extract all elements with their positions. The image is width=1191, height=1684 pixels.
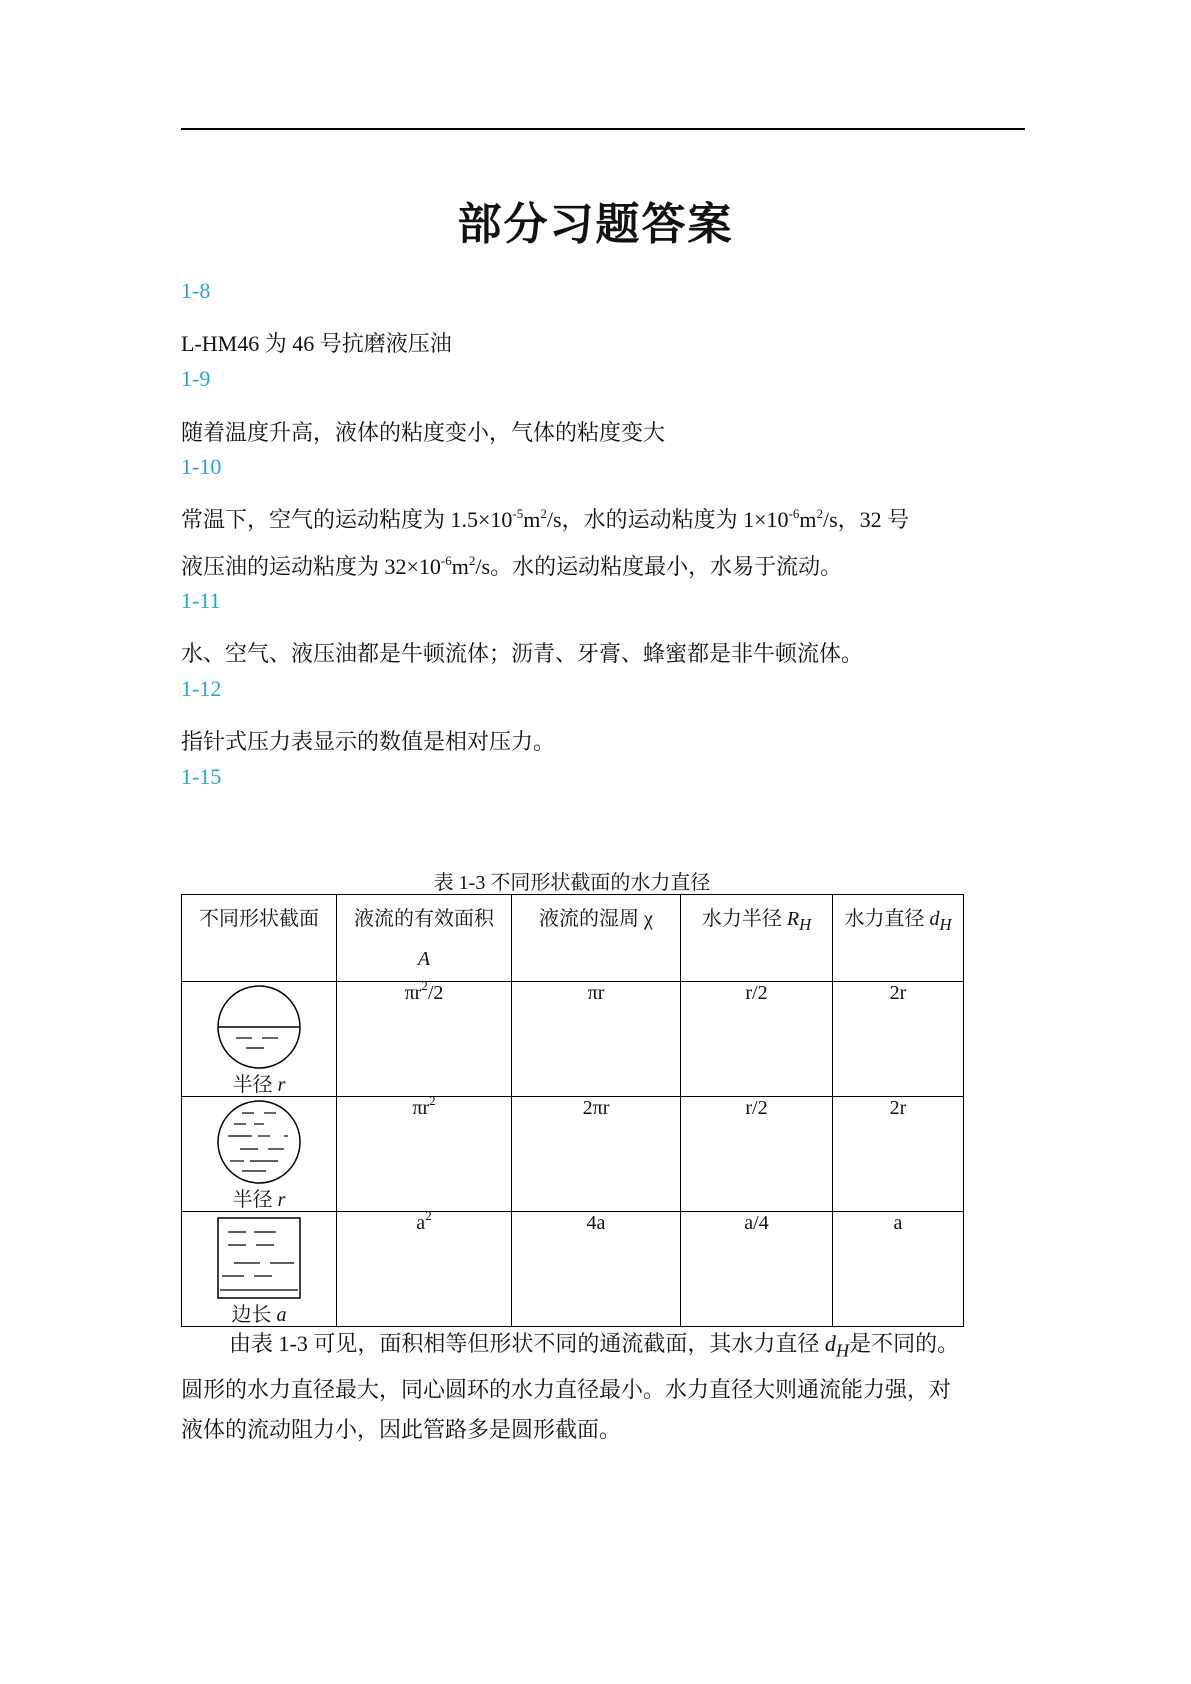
header-area: 液流的有效面积 A	[337, 895, 512, 982]
shape-cell	[182, 1212, 337, 1327]
section-heading-1-9: 1-9	[181, 366, 211, 391]
radius-cell: r/2	[681, 982, 833, 1097]
table-header-row	[182, 895, 964, 982]
section-text-1-8: L-HM46 为 46 号抗磨液压油	[181, 331, 452, 356]
perimeter-cell: 2πr	[512, 1097, 681, 1212]
half-filled-circle-icon	[214, 984, 304, 1072]
conclusion-paragraph: 由表 1-3 可见，面积相等但形状不同的通流截面，其水力直径 $d_H$是不同的。 圆形的水力直径最大，同心圆环的水力直径最小。水力直径大则通流能力强，对 液体的流动阻力小，因此管路多是圆形截面。	[181, 1331, 960, 1443]
section-text-1-10: 常温下，空气的运动粘度为 $1.5\times 10^{-5}m^2/s$，水的运动粘度为 $1\times 10^{-6}m^2/s$，32 号 液压油的运动粘度为 $32\times 10^{-6}m^2/s$。水的运动粘度最小，水易于流动。	[181, 506, 910, 579]
shape-cell	[182, 1097, 337, 1212]
hydraulic-diameter-table	[181, 894, 964, 1327]
radius-cell: a/4	[681, 1212, 833, 1327]
shape-label: 半径 r	[232, 1189, 286, 1211]
section-heading-1-10: 1-10	[181, 454, 222, 479]
radius-cell: r/2	[681, 1097, 833, 1212]
table-caption: 表 1-3 不同形状截面的水力直径	[433, 872, 711, 894]
page-title: 部分习题答案	[457, 199, 734, 250]
area-cell: $\pi r^2/2$	[337, 982, 512, 1097]
section-heading-1-8: 1-8	[181, 278, 211, 303]
diameter-cell: a	[833, 1212, 964, 1327]
table-row	[182, 982, 964, 1097]
full-circle-icon	[214, 1099, 304, 1187]
diameter-cell: 2r	[833, 1097, 964, 1212]
header-rule	[181, 128, 1025, 130]
diameter-cell: 2r	[833, 982, 964, 1097]
area-cell: $a^2$	[337, 1212, 512, 1327]
shape-cell	[182, 982, 337, 1097]
header-diameter: 水力直径 $d_H$	[833, 895, 964, 982]
area-cell: $\pi r^2$	[337, 1097, 512, 1212]
section-text-1-11: 水、空气、液压油都是牛顿流体；沥青、牙膏、蜂蜜都是非牛顿流体。	[181, 641, 864, 666]
section-text-1-12: 指针式压力表显示的数值是相对压力。	[181, 729, 556, 754]
header-radius: 水力半径 $R_H$	[681, 895, 833, 982]
section-heading-1-15: 1-15	[181, 764, 222, 789]
header-shape: 不同形状截面	[182, 895, 337, 982]
section-text-1-9: 随着温度升高，液体的粘度变小，气体的粘度变大	[181, 420, 666, 445]
section-heading-1-11: 1-11	[181, 588, 221, 613]
shape-label: 边长 a	[231, 1304, 287, 1326]
perimeter-cell: πr	[512, 982, 681, 1097]
perimeter-cell: 4a	[512, 1212, 681, 1327]
full-square-icon	[214, 1214, 304, 1302]
header-perimeter: 液流的湿周 χ	[512, 895, 681, 982]
shape-label: 半径 r	[232, 1074, 286, 1096]
section-heading-1-12: 1-12	[181, 676, 222, 701]
table-row	[182, 1212, 964, 1327]
table-row	[182, 1097, 964, 1212]
